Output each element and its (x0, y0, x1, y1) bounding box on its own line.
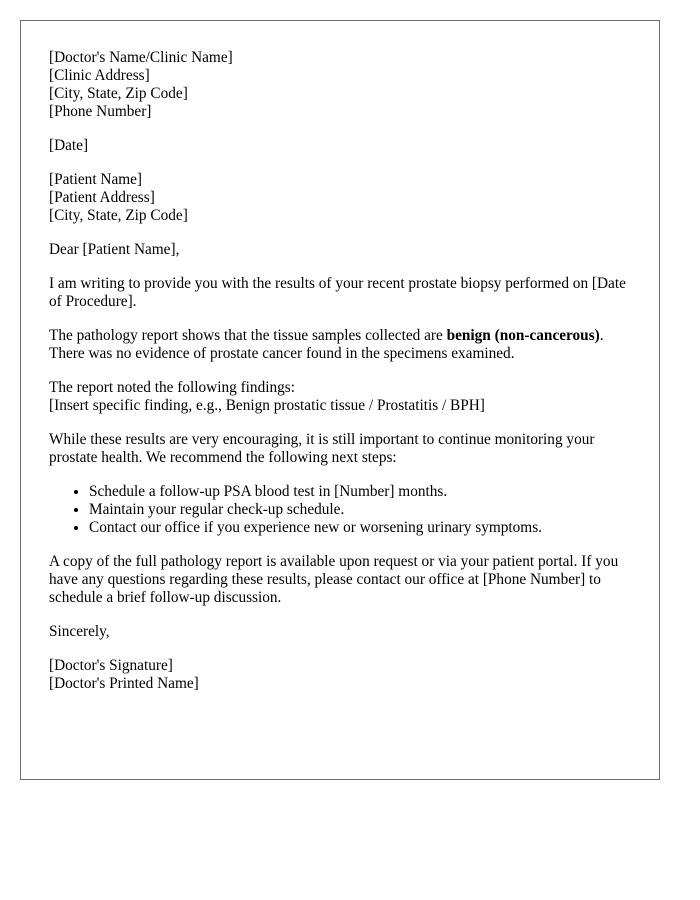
recipient-block (49, 171, 631, 225)
pathology-text-after: . There was no evidence of prostate cancer found in the specimens examined. (49, 327, 604, 362)
sender-city-state-zip: [City, State, Zip Code] (49, 85, 188, 102)
date-block (49, 137, 631, 155)
letter-date: [Date] (49, 137, 89, 154)
recipient-name: [Patient Name] (49, 171, 143, 188)
benign-result: benign (non-cancerous) (446, 327, 600, 344)
salutation: Dear [Patient Name], (49, 241, 180, 258)
signoff: Sincerely, (49, 623, 110, 640)
signature-block (49, 657, 631, 693)
pathology-text-before: The pathology report shows that the tissue samples collected are (49, 327, 447, 344)
sender-block (49, 49, 631, 121)
findings-paragraph (49, 379, 631, 415)
next-steps-list (49, 483, 631, 537)
pathology-paragraph (49, 327, 631, 363)
printed-name: [Doctor's Printed Name] (49, 675, 199, 692)
findings-heading: The report noted the following findings: (49, 379, 295, 396)
intro-paragraph: I am writing to provide you with the results of your recent prostate biopsy performed on [Date of Procedure]. (49, 275, 626, 310)
sender-phone: [Phone Number] (49, 103, 152, 120)
closing-paragraph: A copy of the full pathology report is available upon request or via your patient portal. If you have any questions regarding these results, please contact our office at [Phone Number] to schedule a brief follow-up discussion. (49, 553, 619, 606)
sender-address: [Clinic Address] (49, 67, 150, 84)
sender-name: [Doctor's Name/Clinic Name] (49, 49, 233, 66)
letter (20, 20, 660, 780)
list-item: • Contact our office if you experience new or worsening urinary symptoms. (89, 519, 631, 537)
findings-detail: [Insert specific finding, e.g., Benign prostatic tissue / Prostatitis / BPH] (49, 397, 485, 414)
signature-line: [Doctor's Signature] (49, 657, 173, 674)
list-item: • Schedule a follow-up PSA blood test in [Number] months. (89, 483, 631, 501)
monitoring-paragraph: While these results are very encouraging, it is still important to continue monitoring your prostate health. We recommend the following next steps: (49, 431, 595, 466)
recipient-city-state-zip: [City, State, Zip Code] (49, 207, 188, 224)
list-item: • Maintain your regular check-up schedule. (89, 501, 631, 519)
recipient-address: [Patient Address] (49, 189, 155, 206)
